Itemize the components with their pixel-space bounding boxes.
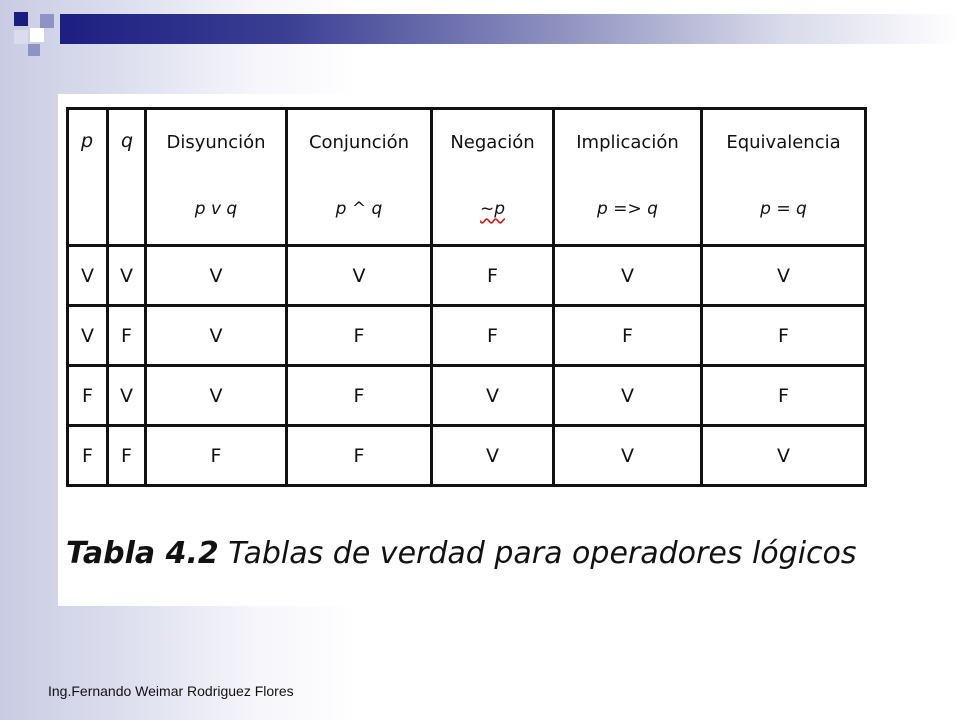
header-cell-conjuncion [287, 109, 432, 246]
decorative-square [28, 44, 40, 56]
table-cell: F [68, 426, 108, 486]
header-label: q [121, 130, 134, 152]
table-row [68, 426, 866, 486]
table-cell: F [287, 426, 432, 486]
decorative-square [14, 30, 28, 44]
table-row [68, 246, 866, 306]
header-cell-equivalencia [702, 109, 866, 246]
table-cell: V [146, 366, 287, 426]
header-label: Equivalencia [726, 132, 841, 153]
header-expression: p = q [760, 199, 807, 219]
truth-table-image [58, 94, 878, 606]
truth-table [66, 107, 867, 487]
table-cell: V [432, 366, 554, 426]
header-cell-q [108, 109, 146, 246]
table-cell: F [432, 306, 554, 366]
header-label: Conjunción [308, 132, 410, 153]
decorative-square [40, 14, 54, 28]
slide-footer: Ing.Fernando Weimar Rodriguez Flores [48, 683, 294, 699]
decorative-square [30, 28, 44, 42]
table-cell: F [287, 366, 432, 426]
header-expression: p v q [194, 199, 238, 219]
table-cell: V [108, 366, 146, 426]
table-cell: V [554, 246, 702, 306]
table-cell: V [68, 246, 108, 306]
title-bar-decoration [60, 14, 960, 44]
header-label: Negación [450, 132, 535, 153]
table-cell: F [146, 426, 287, 486]
caption-label: Tabla 4.2 [66, 536, 219, 571]
table-cell: F [108, 306, 146, 366]
caption-text: Tablas de verdad para operadores lógicos [218, 536, 857, 571]
header-label: Disyunción [166, 132, 266, 153]
table-row [68, 366, 866, 426]
table-cell: V [432, 426, 554, 486]
header-cell-p [68, 109, 108, 246]
decorative-square [14, 12, 28, 26]
table-cell: V [702, 426, 866, 486]
header-label: p [81, 130, 94, 152]
header-cell-disyuncion [146, 109, 287, 246]
table-cell: V [108, 246, 146, 306]
header-expression: p ^ q [335, 199, 383, 219]
table-cell: V [146, 246, 287, 306]
table-cell: F [108, 426, 146, 486]
table-cell: F [554, 306, 702, 366]
table-cell: V [554, 426, 702, 486]
table-cell: F [287, 306, 432, 366]
table-cell: V [554, 366, 702, 426]
header-cell-negacion [432, 109, 554, 246]
header-expression: ~p [479, 199, 506, 219]
table-cell: V [68, 306, 108, 366]
table-caption [66, 536, 857, 571]
header-label: Implicación [576, 132, 679, 153]
table-cell: F [702, 306, 866, 366]
header-cell-implicacion [554, 109, 702, 246]
table-cell: V [287, 246, 432, 306]
table-cell: F [702, 366, 866, 426]
table-cell: F [432, 246, 554, 306]
table-cell: V [146, 306, 287, 366]
table-cell: V [702, 246, 866, 306]
table-cell: F [68, 366, 108, 426]
table-header-row [68, 109, 866, 246]
header-expression: p => q [597, 199, 658, 219]
table-row [68, 306, 866, 366]
